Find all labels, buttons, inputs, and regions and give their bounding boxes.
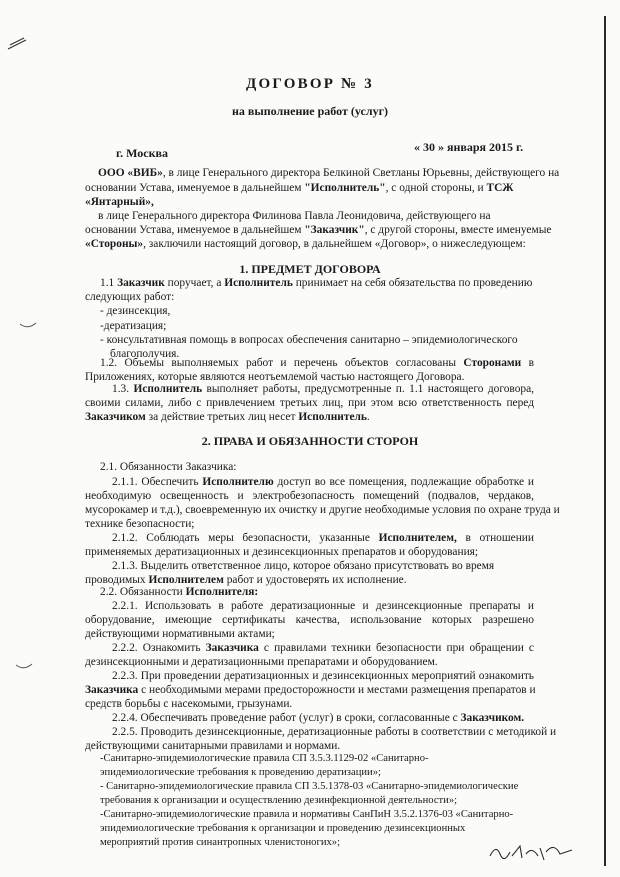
regulation-sp-3-5-3-1129-02-cont: эпидемиологические требования к проведению дератизации»; (100, 767, 381, 778)
clause-2-1-1-line-2: необходимую освещенность и электробезопасность помещений (подвалов, чердаков, (85, 490, 534, 502)
margin-pencil-mark-2 (14, 660, 34, 672)
regulation-sanpin-cont: эпидемиологические требования к организации и проведению дезинсекционных (100, 823, 466, 834)
clause-1-2-cont: Приложениях, которые являются неотъемлемой частью настоящего Договора. (85, 371, 465, 383)
clause-2-2-3-line-3: средств борьбы с насекомыми, грызунами. (85, 698, 293, 710)
clause-2-2-2: 2.2.2. Ознакомить Заказчика с правилами техники безопасности при обращении с (112, 642, 534, 654)
clause-2-2-5-cont: действующими санитарными правилами и нормами. (85, 740, 341, 752)
clause-2-1-1-line-3: мусорокамер и т.д.), своевременную их очистку и другие необходимые условия по охране труда и (85, 504, 560, 516)
clause-2-2-1-line-3: действующими нормативными актами; (85, 628, 275, 640)
preamble-line-2: основании Устава, именуемое в дальнейшем "Исполнитель", с одной стороны, и ТСЖ (85, 182, 514, 194)
preamble-line-1: ООО «ВИБ», в лице Генерального директора Белкиной Светланы Юрьевны, действующего на (98, 167, 560, 179)
clause-1-2: 1.2. Объемы выполняемых работ и перечень объектов согласованы Сторонами в (100, 357, 534, 369)
contract-subtitle: на выполнение работ (услуг) (231, 104, 389, 118)
clause-2-1-2: 2.1.2. Соблюдать меры безопасности, указанные Исполнителем, в отношении (112, 532, 534, 544)
clause-2-2-3-line-2: Заказчика с необходимыми мерами предосторожности и местами размещения препаратов и (85, 684, 536, 696)
city: г. Москва (116, 146, 168, 160)
list-item-consulting: - консультативная помощь в вопросах обеспечения санитарно – эпидемиологического (100, 334, 518, 346)
list-item-disinsection: - дезинсекция, (100, 305, 171, 317)
list-item-deratization: -дератизация; (100, 320, 167, 332)
clause-1-3: 1.3. Исполнитель выполняет работы, предусмотренные п. 1.1 настоящего договора, (112, 383, 534, 395)
clause-1-1: 1.1 Заказчик поручает, а Исполнитель принимает на себя обязательства по проведению (100, 277, 533, 289)
clause-2-1: 2.1. Обязанности Заказчика: (100, 461, 237, 473)
clause-2-2-4: 2.2.4. Обеспечивать проведение работ (услуг) в сроки, согласованные с Заказчиком. (112, 712, 525, 724)
preamble-line-3: «Янтарный», (85, 196, 154, 208)
contract-title: ДОГОВОР № 3 (246, 76, 374, 92)
regulation-sp-3-5-3-1129-02: -Санитарно-эпидемиологические правила СП 3.5.3.1129-02 «Санитарно- (100, 753, 429, 764)
clause-2-2-2-cont: дезинсекционными и дератизационными препаратами и оборудованием. (85, 656, 438, 668)
clause-2-2-1: 2.2.1. Использовать в работе дератизационные и дезинсекционные препараты и (112, 600, 534, 612)
clause-2-1-1-line-4: технике безопасности; (85, 518, 195, 530)
clause-2-2-1-line-2: оборудование, имеющие сертификаты качества, использование которых разрешено (85, 614, 534, 626)
regulation-sp-3-5-1378-03: - Санитарно-эпидемиологические правила СП 3.5.1378-03 «Санитарно-эпидемиологические (100, 781, 519, 792)
clause-2-2: 2.2. Обязанности Исполнителя: (100, 586, 259, 598)
preamble-line-6: «Стороны», заключили настоящий договор, в дальнейшем «Договор», о нижеследующем: (85, 238, 526, 250)
clause-1-1-cont: следующих работ: (85, 291, 175, 303)
regulation-sp-3-5-1378-03-cont: требования к организации и осуществлению дезинфекционной деятельности»; (100, 795, 458, 806)
clause-2-1-2-cont: применяемых дератизационных и дезинсекционных препаратов и оборудования; (85, 546, 479, 558)
preamble-line-4: в лице Генерального директора Филинова Павла Леонидовича, действующего на (98, 210, 491, 222)
clause-2-1-1: 2.1.1. Обеспечить Исполнителю доступ во все помещения, подлежащие обработке и (112, 476, 534, 488)
section-2-heading: 2. ПРАВА И ОБЯЗАННОСТИ СТОРОН (201, 434, 419, 448)
clause-2-1-3-cont: проводимых Исполнителем работ и удостоверять их исполнение. (85, 574, 407, 586)
regulation-sanpin-3-5-2-1376-03: -Санитарно-эпидемиологические правила и нормативы СанПиН 3.5.2.1376-03 «Санитарно- (100, 809, 514, 820)
list-item-consulting-cont: благополучия. (110, 348, 180, 360)
section-1-heading: 1. ПРЕДМЕТ ДОГОВОРА (239, 262, 381, 276)
clause-1-3-line-2: своими силами, либо с привлечением третьих лиц, при этом всю ответственность перед (85, 397, 534, 409)
clause-2-2-5: 2.2.5. Проводить дезинсекционные, дератизационные работы в соответствии с методикой и (112, 726, 557, 738)
margin-pencil-mark (18, 318, 38, 330)
clause-2-1-3: 2.1.3. Выделить ответственное лицо, которое обязано присутствовать во время (112, 560, 495, 572)
clause-1-3-line-3: Заказчиком за действие третьих лиц несет Исполнитель. (85, 411, 370, 423)
regulation-sanpin-cont-2: мероприятий против синантропных членистоногих»; (100, 837, 341, 848)
margin-pen-mark (6, 36, 28, 52)
preamble-line-5: основании Устава, именуемое в дальнейшем "Заказчик", с другой стороны, вместе именуемые (85, 224, 552, 236)
handwritten-initials (486, 838, 576, 866)
contract-date: « 30 » января 2015 г. (414, 140, 524, 154)
clause-2-2-3: 2.2.3. При проведении дератизационных и дезинсекционных мероприятий ознакомить (112, 670, 534, 682)
